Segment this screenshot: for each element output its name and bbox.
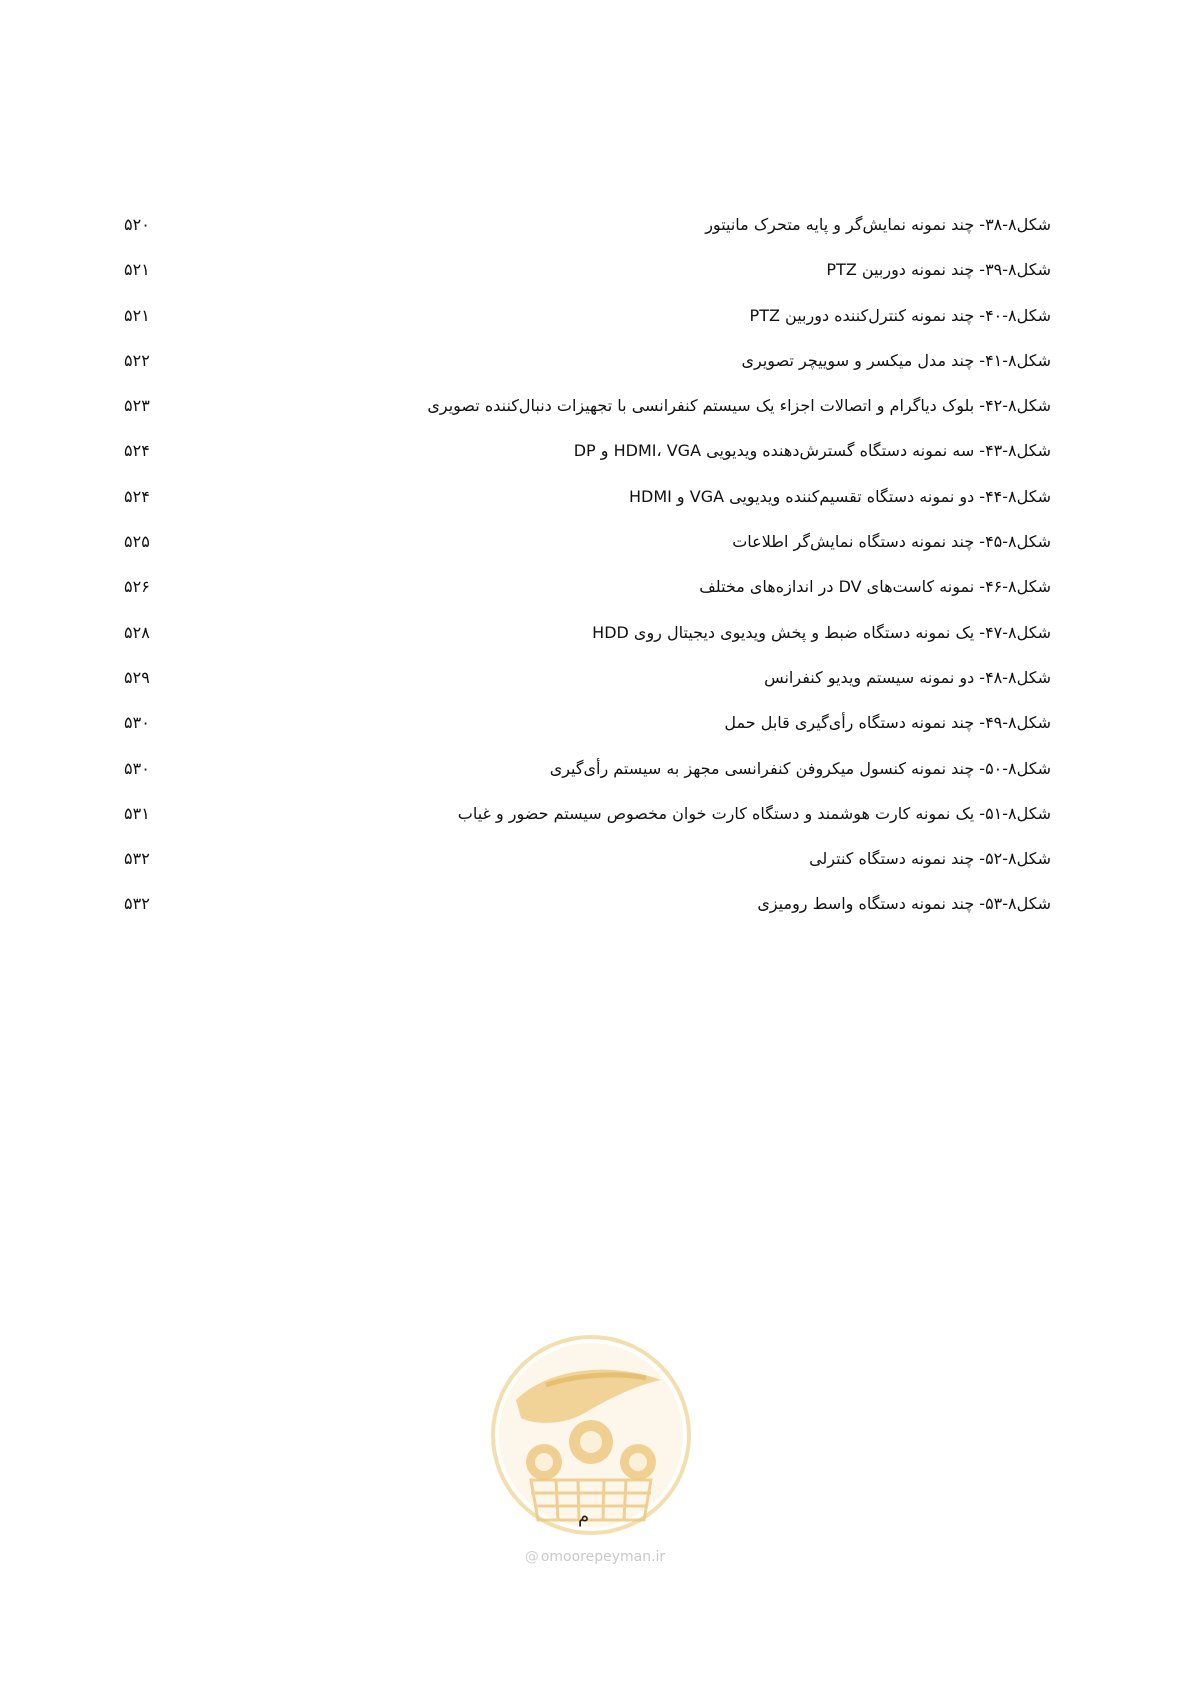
toc-entry-title: شکل۸-۴۱- چند مدل میکسر و سوییچر تصویری xyxy=(741,350,1051,370)
toc-entry-page: ۵۳۰ xyxy=(124,758,150,778)
toc-entry-title: شکل۸-۴۸- دو نمونه سیستم ویدیو کنفرانس xyxy=(764,667,1051,687)
toc-entry-page: ۵۲۳ xyxy=(124,396,150,416)
toc-entry-title: شکل۸-۵۲- چند نمونه دستگاه کنترلی xyxy=(809,849,1051,869)
toc-entry-title: شکل۸-۴۶- نمونه کاست‌های DV در اندازه‌های مختلف xyxy=(699,577,1051,597)
toc-entry[interactable] xyxy=(0,486,1191,531)
toc-entry[interactable] xyxy=(0,395,1191,440)
toc-entry[interactable] xyxy=(0,667,1191,712)
toc-entry-title: شکل۸-۳۹- چند نمونه دوربین PTZ xyxy=(826,260,1051,280)
watermark-url xyxy=(500,1548,690,1566)
toc-entry[interactable] xyxy=(0,305,1191,350)
toc-entry[interactable] xyxy=(0,214,1191,259)
toc-entry-title: شکل۸-۵۰- چند نمونه کنسول میکروفن کنفرانسی مجهز به سیستم رأی‌گیری xyxy=(549,758,1051,778)
toc-entry-title: شکل۸-۴۹- چند نمونه دستگاه رأی‌گیری قابل حمل xyxy=(724,713,1051,733)
toc-entry-title: شکل۸-۴۷- یک نمونه دستگاه ضبط و پخش ویدیوی دیجیتال روی HDD xyxy=(592,622,1051,642)
toc-entry-page: ۵۳۰ xyxy=(124,713,150,733)
toc-entry[interactable] xyxy=(0,893,1191,938)
toc-entry-title: شکل۸-۴۴- دو نمونه دستگاه تقسیم‌کننده ویدیویی VGA و HDMI xyxy=(628,486,1051,506)
toc-entry[interactable] xyxy=(0,758,1191,803)
toc-entry-page: ۵۳۱ xyxy=(124,803,150,823)
toc-entry-page: ۵۲۸ xyxy=(124,622,150,642)
toc-entry-page: ۵۲۹ xyxy=(124,667,150,687)
toc-entry-page: ۵۳۲ xyxy=(124,849,150,869)
page-number: م xyxy=(578,1506,590,1527)
toc-entry[interactable] xyxy=(0,712,1191,757)
toc-entry[interactable] xyxy=(0,440,1191,485)
toc-entry-title: شکل۸-۳۸- چند نمونه نمایش‌گر و پایه متحرک مانیتور xyxy=(705,215,1051,234)
toc-entry[interactable] xyxy=(0,531,1191,576)
toc-entry[interactable] xyxy=(0,576,1191,621)
toc-entry[interactable] xyxy=(0,803,1191,848)
toc-entry-page: ۵۲۰ xyxy=(124,215,150,234)
toc-entry[interactable] xyxy=(0,259,1191,304)
circular-seal-logo-icon xyxy=(486,1330,696,1540)
toc-entry-page: ۵۲۴ xyxy=(124,441,150,461)
watermark-logo-icon xyxy=(486,1330,696,1540)
at-icon: @ xyxy=(524,1549,539,1565)
toc-entry[interactable] xyxy=(0,622,1191,667)
toc-entry-page: ۵۲۶ xyxy=(124,577,150,597)
toc-entry[interactable] xyxy=(0,350,1191,395)
toc-entry-title: شکل۸-۴۳- سه نمونه دستگاه گسترش‌دهنده ویدیویی HDMI، VGA و DP xyxy=(573,441,1051,461)
toc-entry-title: شکل۸-۴۰- چند نمونه کنترل‌کننده دوربین PTZ xyxy=(749,305,1051,325)
toc-entry[interactable] xyxy=(0,848,1191,893)
toc-entry-title: شکل۸-۴۵- چند نمونه دستگاه نمایش‌گر اطلاعات xyxy=(732,532,1051,552)
watermark-url-text: omoorepeyman.ir xyxy=(540,1549,666,1565)
toc-entry-page: ۵۲۱ xyxy=(124,305,150,325)
toc-entry-page: ۵۲۵ xyxy=(124,532,150,552)
toc-entry-page: ۵۲۴ xyxy=(124,486,150,506)
toc-entry-page: ۵۲۱ xyxy=(124,260,150,280)
toc-entry-title: شکل۸-۵۱- یک نمونه کارت هوشمند و دستگاه کارت خوان مخصوص سیستم حضور و غیاب xyxy=(457,803,1051,823)
toc-entry-page: ۵۳۲ xyxy=(124,894,150,914)
table-of-figures xyxy=(0,214,1191,939)
toc-entry-title: شکل۸-۵۳- چند نمونه دستگاه واسط رومیزی xyxy=(757,894,1051,914)
toc-entry-page: ۵۲۲ xyxy=(124,350,150,370)
toc-entry-title: شکل۸-۴۲- بلوک دیاگرام و اتصالات اجزاء یک سیستم کنفرانسی با تجهیزات دنبال‌کننده تصویری xyxy=(427,396,1051,416)
